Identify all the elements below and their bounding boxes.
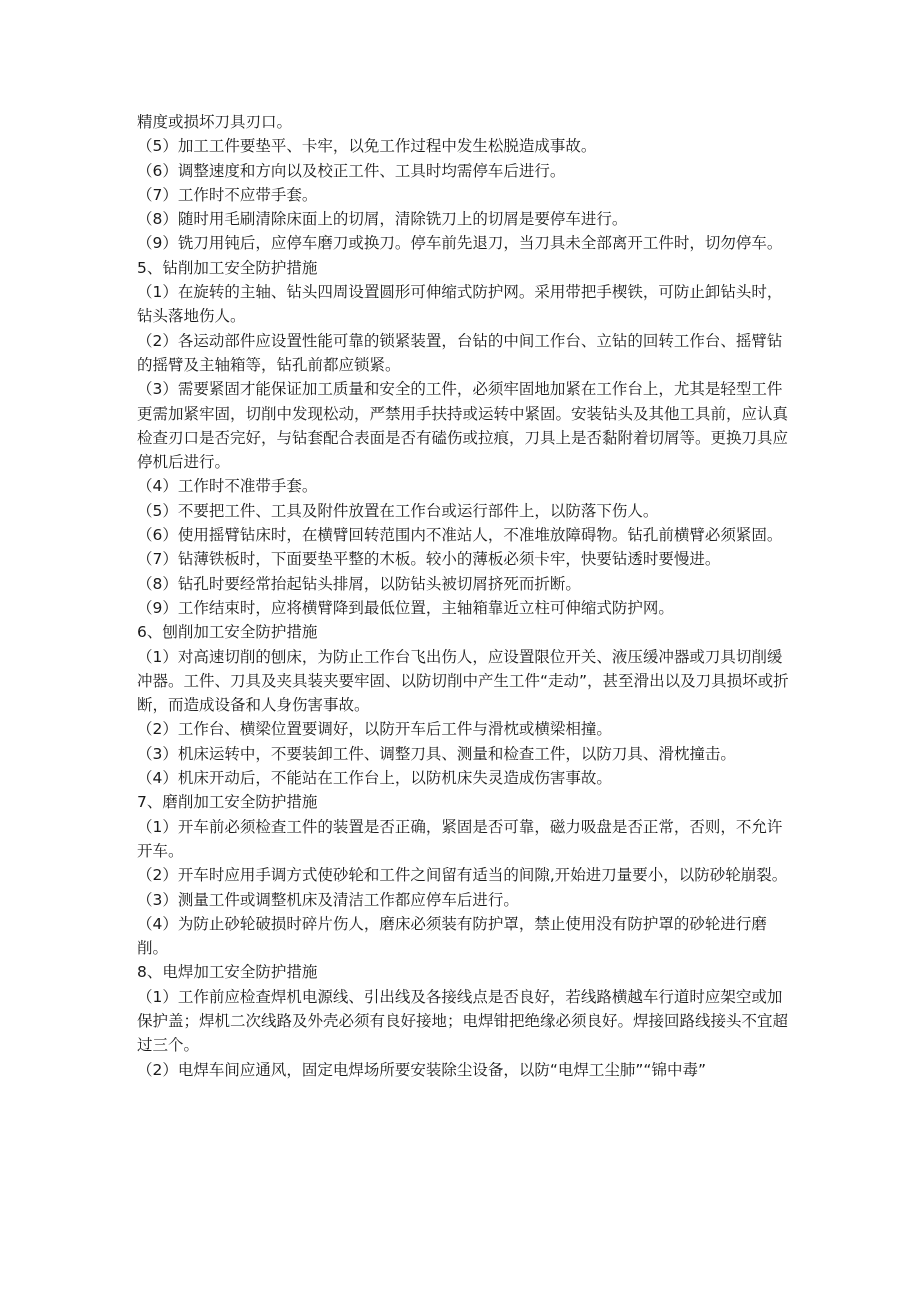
list-item: （4）为防止砂轮破损时碎片伤人，磨床必须装有防护罩，禁止使用没有防护罩的砂轮进行磨削。 — [137, 914, 767, 958]
list-item: （4）机床开动后，不能站在工作台上，以防机床失灵造成伤害事故。 — [137, 769, 612, 788]
list-item: （6）调整速度和方向以及校正工件、工具时均需停车后进行。 — [137, 161, 566, 180]
list-item: （7）钻薄铁板时，下面要垫平整的木板。较小的薄板必须卡牢，快要钻透时要慢进。 — [137, 550, 721, 569]
list-item: （1）在旋转的主轴、钻头四周设置圆形可伸缩式防护网。采用带把手楔铁，可防止卸钻头时，钻头落地伤人。 — [137, 283, 783, 326]
list-item: （5）不要把工件、工具及附件放置在工作台或运行部件上，以防落下伤人。 — [137, 501, 659, 520]
list-item: （5）加工工件要垫平、卡牢，以免工作过程中发生松脱造成事故。 — [137, 137, 597, 156]
section-heading-grinding: 7、磨削加工安全防护措施 — [137, 793, 318, 812]
document-body — [137, 110, 797, 1082]
list-item: （9）铣刀用钝后，应停车磨刀或换刀。停车前先退刀，当刀具未全部离开工件时，切勿停车。 — [137, 234, 783, 253]
section-heading-drilling: 5、钻削加工安全防护措施 — [137, 258, 318, 277]
list-item: （2）各运动部件应设置性能可靠的锁紧装置，台钻的中间工作台、立钻的回转工作台、摇臂钻的摇臂及主轴箱等，钻孔前都应锁紧。 — [137, 331, 783, 374]
list-item: （8）随时用毛刷清除床面上的切屑，清除铣刀上的切屑是要停车进行。 — [137, 210, 628, 229]
list-item: （9）工作结束时，应将横臂降到最低位置，主轴箱靠近立柱可伸缩式防护网。 — [137, 598, 674, 617]
list-item: （3）机床运转中，不要装卸工件、调整刀具、测量和检查工件，以防刀具、滑枕撞击。 — [137, 744, 736, 763]
list-item: （1）开车前必须检查工件的装置是否正确，紧固是否可靠，磁力吸盘是否正常，否则，不允许开车。 — [137, 817, 783, 860]
section-heading-welding: 8、电焊加工安全防护措施 — [137, 963, 318, 982]
list-item: （3）测量工件或调整机床及清洁工作都应停车后进行。 — [137, 890, 519, 909]
list-item: （2）工作台、横梁位置要调好，以防开车后工件与滑枕或横梁相撞。 — [137, 720, 612, 739]
paragraph-continuation: 精度或损坏刀具刃口。 — [137, 113, 293, 131]
list-item: （2）开车时应用手调方式使砂轮和工件之间留有适当的间隙,开始进刀量要小，以防砂轮崩裂。 — [137, 866, 788, 885]
list-item: （8）钻孔时要经常抬起钻头排屑，以防钻头被切屑挤死而折断。 — [137, 574, 581, 593]
list-item: （2）电焊车间应通风，固定电焊场所要安装除尘设备，以防“电焊工尘肺”“锦中毒” — [137, 1060, 706, 1079]
list-item: （4）工作时不准带手套。 — [137, 477, 318, 496]
list-item: （7）工作时不应带手套。 — [137, 185, 318, 204]
section-heading-planing: 6、刨削加工安全防护措施 — [137, 623, 318, 642]
list-item: （6）使用摇臂钻床时，在横臂回转范围内不准站人，不准堆放障碍物。钻孔前横臂必须紧固。 — [137, 526, 783, 545]
list-item: （1）对高速切削的刨床，为防止工作台飞出伤人，应设置限位开关、液压缓冲器或刀具切削缓冲器。工件、刀具及夹具装夹要牢固、以防切削中产生工件“走动”，甚至滑出以及刀具损坏或折断，而造成设备和人身伤害事故。 — [137, 647, 789, 715]
list-item: （3）需要紧固才能保证加工质量和安全的工件，必须牢固地加紧在工作台上，尤其是轻型工件更需加紧牢固，切削中发现松动，严禁用手扶持或运转中紧固。安装钻头及其他工具前，应认真检查刃口是否完好，与钻套配合表面是否有磕伤或拉痕，刀具上是否黏附着切屑等。更换刀具应停机后进行。 — [137, 380, 789, 472]
list-item: （1）工作前应检查焊机电源线、引出线及各接线点是否良好，若线路横越车行道时应架空或加保护盖；焊机二次线路及外壳必须有良好接地；电焊钳把绝缘必须良好。焊接回路线接头不宜超过三个。 — [137, 987, 789, 1055]
